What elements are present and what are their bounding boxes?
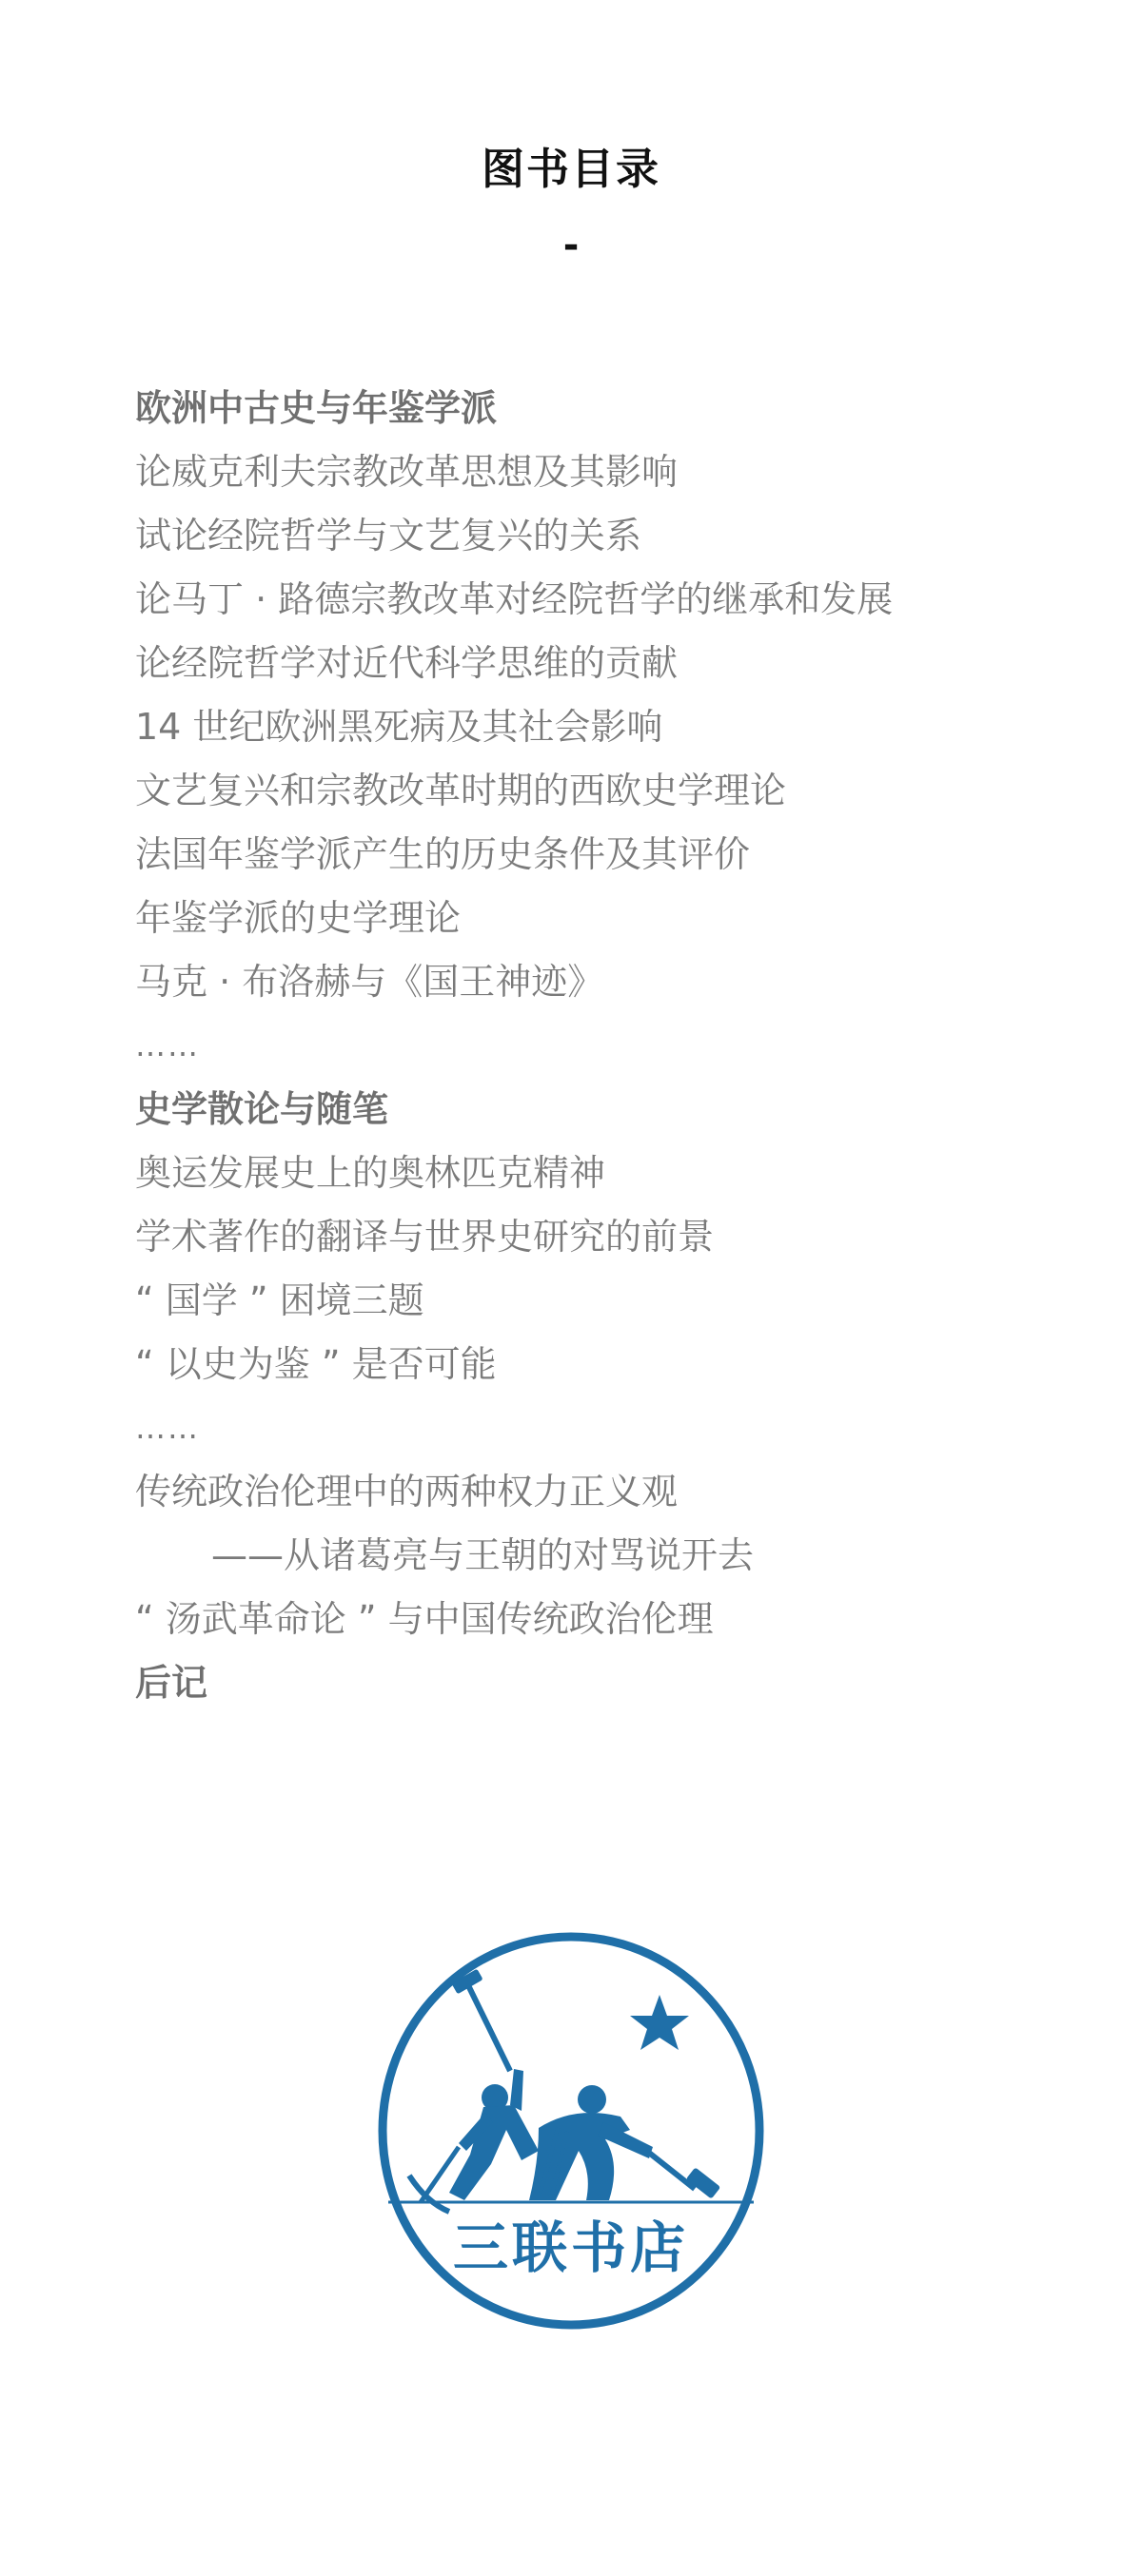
toc-item: 法国年鉴学派产生的历史条件及其评价 <box>135 833 751 875</box>
toc-section-heading: 欧洲中古史与年鉴学派 <box>135 387 498 429</box>
sanlian-bookstore-logo-icon <box>371 1926 771 2335</box>
toc-item: 试论经院哲学与文艺复兴的关系 <box>135 515 642 556</box>
logo-text: 三联书店 <box>452 2215 690 2280</box>
toc-item: “ 以史为鉴 ” 是否可能 <box>135 1343 497 1385</box>
toc-item: 论威克利夫宗教改革思想及其影响 <box>135 451 679 493</box>
page-title: 图书目录 <box>481 144 660 194</box>
toc-ellipsis: …… <box>135 1410 200 1446</box>
star-icon <box>630 1995 689 2050</box>
toc-item: “ 国学 ” 困境三题 <box>135 1279 424 1321</box>
toc-section-heading: 后记 <box>135 1662 208 1704</box>
toc-ellipsis: …… <box>135 1027 200 1064</box>
toc-item: 论马丁 · 路德宗教改革对经院哲学的继承和发展 <box>135 578 894 620</box>
toc-item: 奥运发展史上的奥林匹克精神 <box>135 1152 606 1194</box>
toc-item: 论经院哲学对近代科学思维的贡献 <box>135 642 679 684</box>
title-dash: - <box>562 224 580 267</box>
toc-item: 传统政治伦理中的两种权力正义观 <box>135 1471 679 1512</box>
toc-item: 14 世纪欧洲黑死病及其社会影响 <box>135 706 663 748</box>
toc-item: 学术著作的翻译与世界史研究的前景 <box>135 1216 715 1258</box>
toc-item: 文艺复兴和宗教改革时期的西欧史学理论 <box>135 770 787 811</box>
toc-item: 马克 · 布洛赫与《国王神迹》 <box>135 961 604 1003</box>
toc-section-heading: 史学散论与随笔 <box>135 1088 389 1130</box>
worker-sledge-icon <box>529 2085 720 2200</box>
toc-item: “ 汤武革命论 ” 与中国传统政治伦理 <box>135 1598 714 1640</box>
table-of-contents <box>135 377 1087 1715</box>
toc-item: 年鉴学派的史学理论 <box>135 897 462 939</box>
toc-subtitle: ——从诸葛亮与王朝的对骂说开去 <box>211 1534 755 1576</box>
